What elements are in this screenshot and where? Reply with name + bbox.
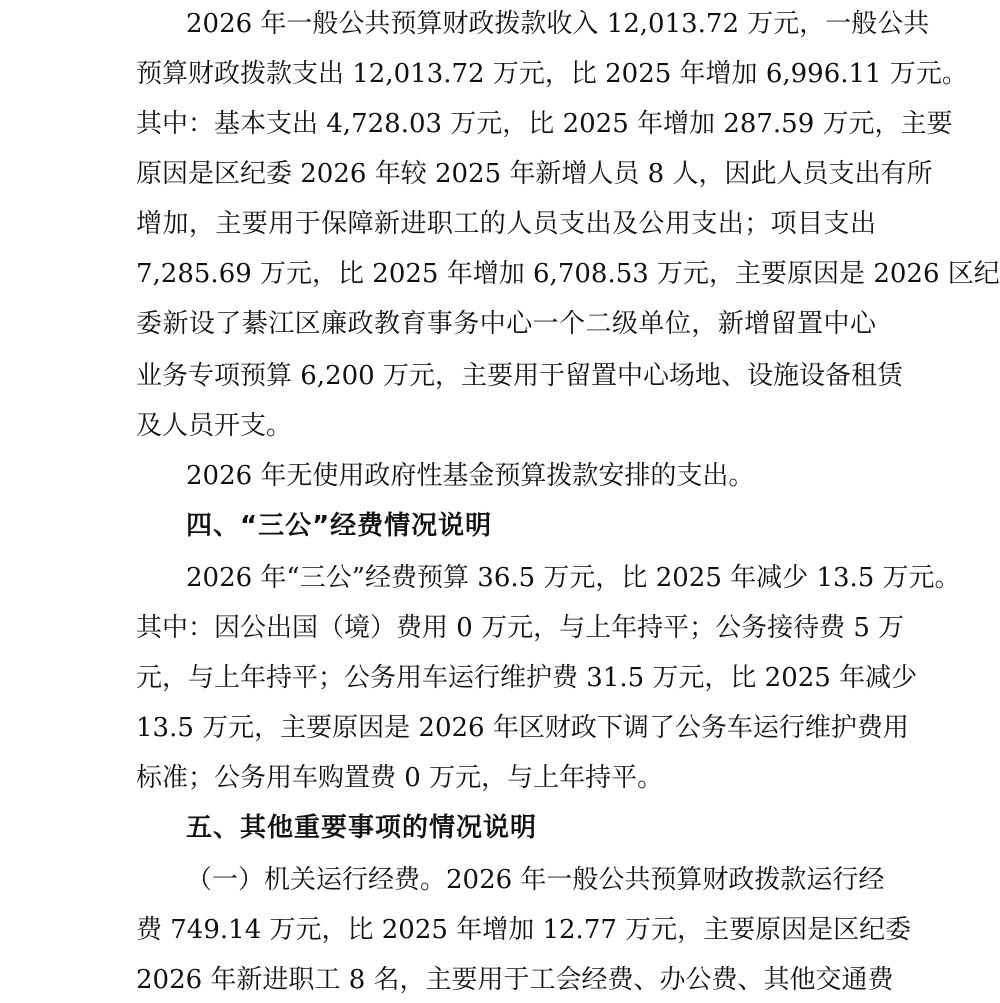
text-line-7: 委新设了綦江区廉政教育事务中心一个二级单位，新增留置中心 bbox=[136, 309, 876, 339]
text-line-6: 7,285.69 万元，比 2025 年增加 6,708.53 万元，主要原因是 2026 区纪 bbox=[136, 259, 1000, 289]
text-line-1: 2026 年一般公共预算财政拨款收入 12,013.72 万元，一般公共 bbox=[186, 9, 930, 39]
text-line-3: 其中：基本支出 4,728.03 万元，比 2025 年增加 287.59 万元，主要 bbox=[136, 109, 953, 139]
text-line-14: 元，与上年持平；公务用车运行维护费 31.5 万元，比 2025 年减少 bbox=[136, 663, 918, 693]
text-line-19: 费 749.14 万元，比 2025 年增加 12.77 万元，主要原因是区纪委 bbox=[136, 915, 912, 945]
text-line-20: 2026 年新进职工 8 名，主要用于工会经费、办公费、其他交通费 bbox=[136, 965, 894, 995]
section-heading-four: 四、“三公”经费情况说明 bbox=[186, 511, 493, 541]
text-line-4: 原因是区纪委 2026 年较 2025 年新增人员 8 人，因此人员支出有所 bbox=[136, 159, 933, 189]
text-line-2: 预算财政拨款支出 12,013.72 万元，比 2025 年增加 6,996.11 万元。 bbox=[136, 59, 968, 89]
text-line-13: 其中：因公出国（境）费用 0 万元，与上年持平；公务接待费 5 万 bbox=[136, 613, 905, 643]
text-line-10: 2026 年无使用政府性基金预算拨款安排的支出。 bbox=[186, 461, 755, 491]
text-line-5: 增加，主要用于保障新进职工的人员支出及公用支出；项目支出 bbox=[136, 209, 876, 239]
text-line-15: 13.5 万元，主要原因是 2026 年区财政下调了公务车运行维护费用 bbox=[136, 713, 909, 743]
text-line-12: 2026 年“三公”经费预算 36.5 万元，比 2025 年减少 13.5 万元。 bbox=[186, 563, 961, 593]
text-line-9: 及人员开支。 bbox=[136, 411, 293, 441]
text-line-18: （一）机关运行经费。2026 年一般公共预算财政拨款运行经 bbox=[186, 865, 885, 895]
section-heading-five: 五、其他重要事项的情况说明 bbox=[186, 813, 538, 843]
text-line-8: 业务专项预算 6,200 万元，主要用于留置中心场地、设施设备租赁 bbox=[136, 361, 903, 391]
text-line-16: 标准；公务用车购置费 0 万元，与上年持平。 bbox=[136, 763, 664, 793]
